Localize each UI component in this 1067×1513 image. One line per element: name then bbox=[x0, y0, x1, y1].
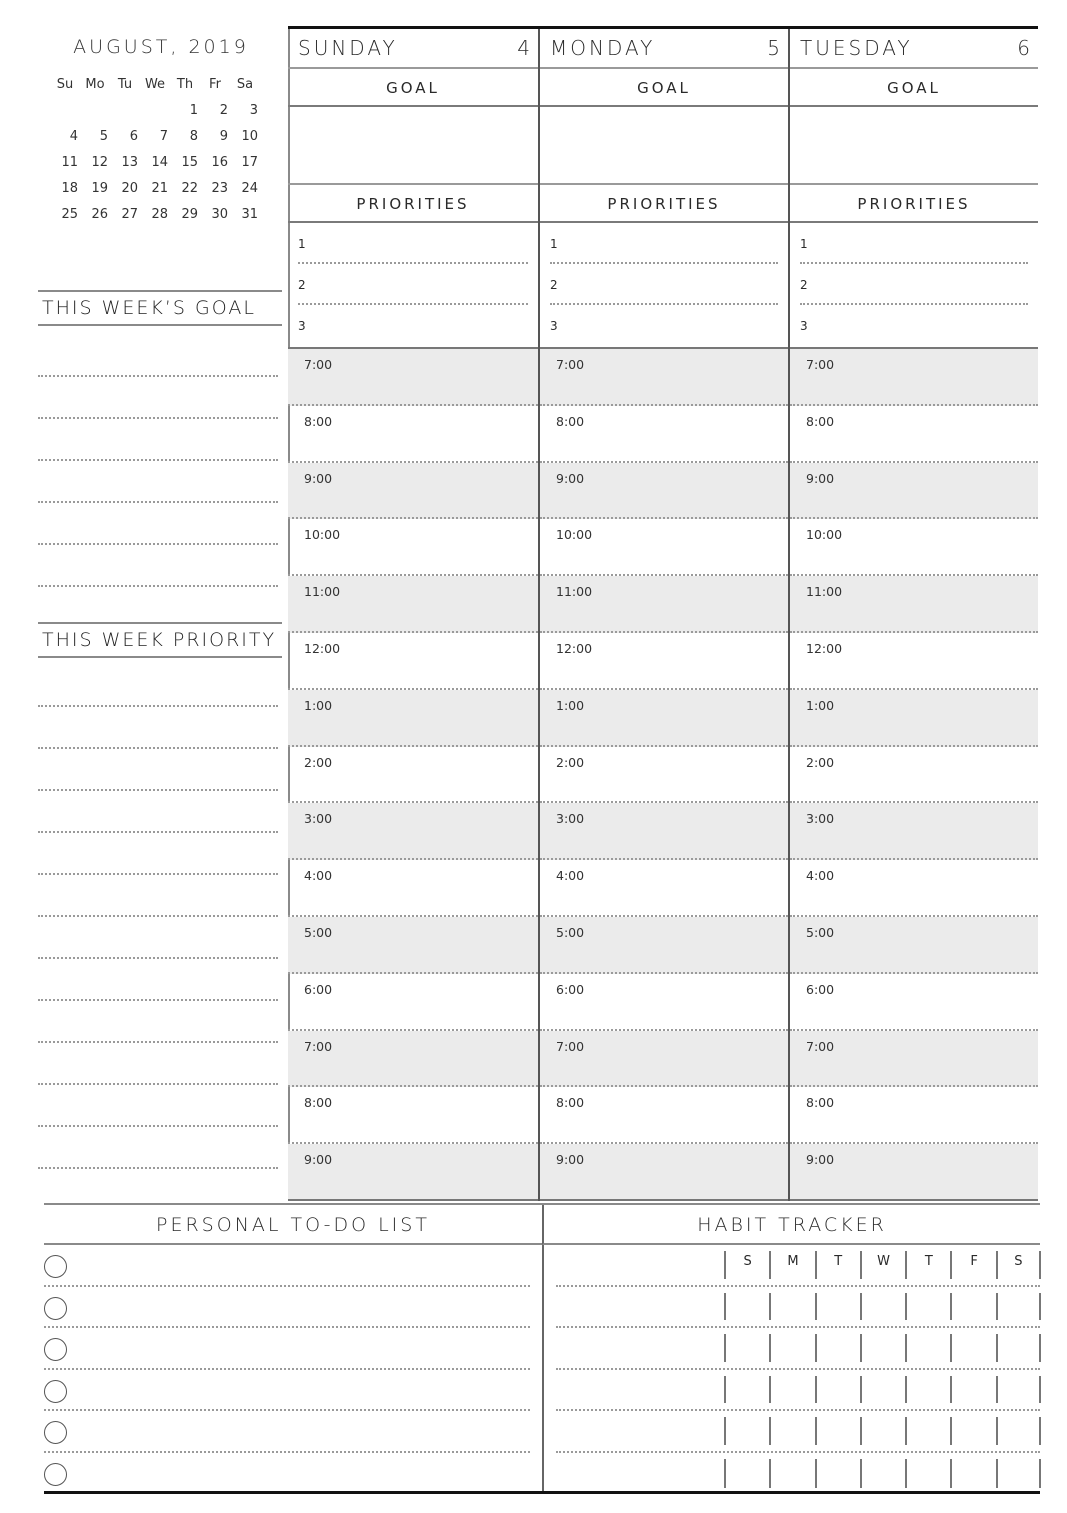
calendar-day[interactable]: 24 bbox=[241, 181, 258, 196]
goal-line[interactable] bbox=[38, 377, 278, 419]
time-slot[interactable] bbox=[540, 803, 788, 860]
todo-list bbox=[44, 1245, 542, 1494]
bottom-section bbox=[44, 1203, 1040, 1494]
mini-calendar bbox=[50, 36, 272, 224]
time-slot[interactable] bbox=[288, 633, 538, 690]
time-label: 5:00 bbox=[556, 924, 585, 940]
habit-check-cell[interactable] bbox=[996, 1417, 1041, 1445]
time-slot[interactable] bbox=[540, 974, 788, 1031]
habit-check-cell[interactable] bbox=[815, 1459, 860, 1489]
priority-line[interactable] bbox=[38, 791, 278, 833]
time-slot[interactable] bbox=[288, 860, 538, 917]
priority-number: 3 bbox=[298, 319, 306, 333]
calendar-weekday: We bbox=[144, 77, 166, 92]
calendar-day[interactable]: 2 bbox=[219, 103, 228, 118]
time-label: 2:00 bbox=[556, 754, 585, 770]
time-slot[interactable] bbox=[288, 690, 538, 747]
calendar-day[interactable]: 9 bbox=[219, 129, 228, 144]
habit-check-cell[interactable] bbox=[860, 1417, 905, 1445]
habit-check-cell[interactable] bbox=[905, 1376, 950, 1404]
time-slot[interactable] bbox=[790, 747, 1038, 804]
habit-check-cell[interactable] bbox=[905, 1334, 950, 1362]
calendar-day[interactable]: 22 bbox=[181, 181, 198, 196]
time-slot[interactable] bbox=[288, 1031, 538, 1088]
checkbox-circle-icon[interactable] bbox=[44, 1255, 67, 1278]
day-timeline bbox=[288, 347, 538, 1201]
time-label: 4:00 bbox=[304, 868, 333, 884]
time-slot[interactable] bbox=[288, 1087, 538, 1144]
time-label: 8:00 bbox=[806, 1095, 835, 1111]
priority-line[interactable] bbox=[38, 1127, 278, 1169]
habit-header-row bbox=[556, 1245, 1040, 1287]
calendar-day[interactable] bbox=[50, 102, 80, 120]
time-label: 2:00 bbox=[806, 754, 835, 770]
calendar-month-title: AUGUST, 2019 bbox=[73, 36, 249, 58]
priority-line[interactable] bbox=[38, 1001, 278, 1043]
time-slot[interactable] bbox=[288, 1144, 538, 1201]
time-label: 10:00 bbox=[806, 527, 843, 543]
time-label: 3:00 bbox=[806, 811, 835, 827]
time-label: 1:00 bbox=[304, 697, 333, 713]
time-slot[interactable] bbox=[540, 519, 788, 576]
day-name: TUESDAY bbox=[800, 36, 913, 60]
time-label: 4:00 bbox=[806, 868, 835, 884]
calendar-day[interactable]: 3 bbox=[249, 103, 258, 118]
habit-name-field bbox=[556, 1245, 724, 1285]
priorities-label: PRIORITIES bbox=[288, 185, 538, 223]
calendar-day[interactable]: 1 bbox=[189, 103, 198, 118]
checkbox-circle-icon[interactable] bbox=[44, 1380, 67, 1403]
day-timeline bbox=[790, 347, 1038, 1201]
priority-item[interactable] bbox=[298, 305, 528, 346]
day-header bbox=[288, 29, 538, 69]
goal-line[interactable] bbox=[38, 545, 278, 587]
calendar-day[interactable]: 28 bbox=[151, 207, 168, 222]
habit-check-cell[interactable] bbox=[860, 1376, 905, 1404]
habit-check-cell[interactable] bbox=[724, 1334, 769, 1362]
goal-label: GOAL bbox=[540, 69, 788, 107]
time-slot[interactable] bbox=[790, 1031, 1038, 1088]
habit-check-cell[interactable] bbox=[769, 1417, 814, 1445]
this-week-priority-heading: THIS WEEK PRIORITY bbox=[38, 622, 282, 658]
todo-item[interactable] bbox=[44, 1370, 530, 1412]
habit-check-cell[interactable] bbox=[996, 1459, 1041, 1489]
calendar-day[interactable] bbox=[110, 102, 140, 120]
time-label: 9:00 bbox=[304, 470, 333, 486]
day-column-tuesday bbox=[788, 29, 1038, 1201]
time-label: 4:00 bbox=[556, 868, 585, 884]
habit-check-cell[interactable] bbox=[724, 1376, 769, 1404]
weekly-goal-lines bbox=[38, 335, 278, 587]
priority-number: 3 bbox=[550, 319, 558, 333]
habit-check-cell[interactable] bbox=[724, 1417, 769, 1445]
priority-line[interactable] bbox=[38, 833, 278, 875]
time-label: 1:00 bbox=[806, 697, 835, 713]
goal-label: GOAL bbox=[790, 69, 1038, 107]
goal-label: GOAL bbox=[288, 69, 538, 107]
time-label: 11:00 bbox=[556, 584, 593, 600]
habit-check-cell[interactable] bbox=[769, 1459, 814, 1489]
priority-line[interactable] bbox=[38, 665, 278, 707]
habit-row bbox=[556, 1453, 1040, 1495]
time-label: 3:00 bbox=[556, 811, 585, 827]
time-slot[interactable] bbox=[790, 860, 1038, 917]
time-label: 6:00 bbox=[556, 981, 585, 997]
calendar-day[interactable]: 8 bbox=[189, 129, 198, 144]
habit-row bbox=[556, 1287, 1040, 1329]
week-grid bbox=[288, 26, 1038, 1201]
todo-item[interactable] bbox=[44, 1245, 530, 1287]
time-label: 7:00 bbox=[304, 1038, 333, 1054]
priority-line[interactable] bbox=[38, 917, 278, 959]
habit-check-cell[interactable] bbox=[860, 1459, 905, 1489]
habit-day-label: M bbox=[769, 1251, 814, 1279]
priority-item[interactable] bbox=[800, 264, 1028, 305]
priority-line[interactable] bbox=[38, 707, 278, 749]
habit-check-cell[interactable] bbox=[815, 1417, 860, 1445]
priority-number: 1 bbox=[550, 237, 558, 251]
calendar-day[interactable]: 10 bbox=[241, 129, 258, 144]
habit-day-label: T bbox=[815, 1251, 860, 1279]
priorities-label: PRIORITIES bbox=[790, 185, 1038, 223]
habit-check-cell[interactable] bbox=[815, 1334, 860, 1362]
time-slot[interactable] bbox=[790, 519, 1038, 576]
calendar-day[interactable]: 19 bbox=[91, 181, 108, 196]
day-date: 5 bbox=[767, 36, 780, 60]
priorities-label: PRIORITIES bbox=[540, 185, 788, 223]
time-slot[interactable] bbox=[540, 349, 788, 406]
goal-line[interactable] bbox=[38, 461, 278, 503]
calendar-day[interactable]: 31 bbox=[241, 207, 258, 222]
calendar-day[interactable]: 7 bbox=[159, 129, 168, 144]
calendar-day[interactable]: 6 bbox=[129, 129, 138, 144]
time-slot[interactable] bbox=[790, 633, 1038, 690]
checkbox-circle-icon[interactable] bbox=[44, 1297, 67, 1320]
todo-item[interactable] bbox=[44, 1453, 530, 1495]
priority-item[interactable] bbox=[800, 223, 1028, 264]
habit-check-cell[interactable] bbox=[996, 1293, 1041, 1321]
time-label: 8:00 bbox=[556, 413, 585, 429]
day-goal-field[interactable] bbox=[790, 107, 1038, 185]
time-slot[interactable] bbox=[790, 803, 1038, 860]
habit-title: HABIT TRACKER bbox=[542, 1205, 1040, 1245]
calendar-day[interactable]: 17 bbox=[241, 155, 258, 170]
calendar-weekday: Tu bbox=[117, 77, 133, 92]
checkbox-circle-icon[interactable] bbox=[44, 1421, 67, 1444]
time-slot[interactable] bbox=[288, 519, 538, 576]
this-weeks-goal-heading: THIS WEEK’S GOAL bbox=[38, 290, 282, 326]
time-slot[interactable] bbox=[288, 406, 538, 463]
time-slot[interactable] bbox=[540, 860, 788, 917]
todo-item[interactable] bbox=[44, 1328, 530, 1370]
goal-line[interactable] bbox=[38, 335, 278, 377]
time-slot[interactable] bbox=[540, 576, 788, 633]
habit-check-cell[interactable] bbox=[996, 1334, 1041, 1362]
day-timeline bbox=[540, 347, 788, 1201]
priority-number: 1 bbox=[298, 237, 306, 251]
priority-item[interactable] bbox=[550, 223, 778, 264]
day-header bbox=[540, 29, 788, 69]
time-slot[interactable] bbox=[790, 349, 1038, 406]
priority-item[interactable] bbox=[298, 223, 528, 264]
calendar-grid bbox=[50, 76, 272, 224]
habit-check-cell[interactable] bbox=[950, 1459, 995, 1489]
calendar-day[interactable]: 27 bbox=[121, 207, 138, 222]
day-column-monday bbox=[538, 29, 788, 1201]
habit-check-cell[interactable] bbox=[724, 1459, 769, 1489]
goal-line[interactable] bbox=[38, 503, 278, 545]
day-goal-field[interactable] bbox=[540, 107, 788, 185]
habit-check-cell[interactable] bbox=[769, 1334, 814, 1362]
habit-row bbox=[556, 1411, 1040, 1453]
habit-name-field[interactable] bbox=[556, 1453, 724, 1495]
time-label: 5:00 bbox=[304, 924, 333, 940]
habit-check-cell[interactable] bbox=[724, 1293, 769, 1321]
habit-grid bbox=[542, 1245, 1040, 1494]
calendar-day[interactable]: 14 bbox=[151, 155, 168, 170]
calendar-day[interactable]: 5 bbox=[99, 129, 108, 144]
priority-number: 2 bbox=[550, 278, 558, 292]
time-slot[interactable] bbox=[790, 974, 1038, 1031]
time-slot[interactable] bbox=[540, 463, 788, 520]
priority-number: 3 bbox=[800, 319, 808, 333]
time-slot[interactable] bbox=[288, 463, 538, 520]
time-slot[interactable] bbox=[790, 1087, 1038, 1144]
time-slot[interactable] bbox=[790, 917, 1038, 974]
day-date: 6 bbox=[1017, 36, 1030, 60]
time-label: 9:00 bbox=[806, 1152, 835, 1168]
todo-item[interactable] bbox=[44, 1411, 530, 1453]
day-priorities bbox=[790, 223, 1038, 347]
time-label: 8:00 bbox=[304, 1095, 333, 1111]
habit-day-label: S bbox=[996, 1251, 1041, 1279]
calendar-weekday: Mo bbox=[85, 77, 105, 92]
priority-item[interactable] bbox=[550, 305, 778, 346]
habit-check-cell[interactable] bbox=[860, 1334, 905, 1362]
calendar-day[interactable]: 12 bbox=[91, 155, 108, 170]
time-label: 11:00 bbox=[304, 584, 341, 600]
time-label: 2:00 bbox=[304, 754, 333, 770]
time-label: 8:00 bbox=[304, 413, 333, 429]
goal-line[interactable] bbox=[38, 419, 278, 461]
time-label: 6:00 bbox=[806, 981, 835, 997]
calendar-day[interactable]: 29 bbox=[181, 207, 198, 222]
habit-check-cell[interactable] bbox=[815, 1376, 860, 1404]
habit-check-cell[interactable] bbox=[905, 1459, 950, 1489]
priority-number: 1 bbox=[800, 237, 808, 251]
time-label: 8:00 bbox=[556, 1095, 585, 1111]
time-label: 12:00 bbox=[556, 640, 593, 656]
time-label: 9:00 bbox=[304, 1152, 333, 1168]
time-label: 7:00 bbox=[806, 1038, 835, 1054]
day-name: SUNDAY bbox=[298, 36, 398, 60]
day-goal-field[interactable] bbox=[288, 107, 538, 185]
priority-item[interactable] bbox=[800, 305, 1028, 346]
time-slot[interactable] bbox=[790, 406, 1038, 463]
day-priorities bbox=[288, 223, 538, 347]
habit-day-label: W bbox=[860, 1251, 905, 1279]
habit-check-cell[interactable] bbox=[950, 1334, 995, 1362]
time-slot[interactable] bbox=[288, 576, 538, 633]
calendar-day[interactable]: 13 bbox=[121, 155, 138, 170]
habit-day-label: S bbox=[724, 1251, 769, 1279]
time-label: 6:00 bbox=[304, 981, 333, 997]
time-label: 9:00 bbox=[556, 470, 585, 486]
time-slot[interactable] bbox=[790, 576, 1038, 633]
time-slot[interactable] bbox=[540, 1144, 788, 1201]
habit-check-cell[interactable] bbox=[996, 1376, 1041, 1404]
calendar-day[interactable]: 4 bbox=[69, 129, 78, 144]
priority-number: 2 bbox=[800, 278, 808, 292]
calendar-weekday: Fr bbox=[209, 77, 221, 92]
time-slot[interactable] bbox=[540, 917, 788, 974]
calendar-day[interactable]: 11 bbox=[61, 155, 78, 170]
time-label: 10:00 bbox=[556, 527, 593, 543]
time-label: 8:00 bbox=[806, 413, 835, 429]
calendar-day[interactable] bbox=[140, 102, 170, 120]
calendar-weekday: Th bbox=[176, 77, 194, 92]
day-column-sunday bbox=[288, 29, 538, 1201]
time-slot[interactable] bbox=[790, 1144, 1038, 1201]
habit-day-label: F bbox=[950, 1251, 995, 1279]
habit-row bbox=[556, 1328, 1040, 1370]
habit-check-cell[interactable] bbox=[905, 1293, 950, 1321]
checkbox-circle-icon[interactable] bbox=[44, 1463, 67, 1486]
time-slot[interactable] bbox=[288, 747, 538, 804]
priority-item[interactable] bbox=[550, 264, 778, 305]
habit-day-label: T bbox=[905, 1251, 950, 1279]
time-slot[interactable] bbox=[288, 917, 538, 974]
priority-line[interactable] bbox=[38, 1043, 278, 1085]
habit-name-field[interactable] bbox=[556, 1328, 724, 1368]
time-label: 7:00 bbox=[556, 357, 585, 372]
time-slot[interactable] bbox=[540, 406, 788, 463]
time-slot[interactable] bbox=[540, 633, 788, 690]
priority-line[interactable] bbox=[38, 749, 278, 791]
todo-title: PERSONAL TO-DO LIST bbox=[44, 1205, 542, 1245]
time-slot[interactable] bbox=[288, 349, 538, 406]
calendar-day[interactable]: 25 bbox=[61, 207, 78, 222]
time-label: 3:00 bbox=[304, 811, 333, 827]
todo-item[interactable] bbox=[44, 1287, 530, 1329]
calendar-day[interactable] bbox=[80, 102, 110, 120]
day-name: MONDAY bbox=[550, 36, 656, 60]
calendar-weekday: Su bbox=[56, 77, 74, 92]
calendar-weekday: Sa bbox=[236, 77, 254, 92]
time-label: 9:00 bbox=[556, 1152, 585, 1168]
habit-check-cell[interactable] bbox=[950, 1293, 995, 1321]
time-slot[interactable] bbox=[540, 690, 788, 747]
checkbox-circle-icon[interactable] bbox=[44, 1338, 67, 1361]
time-slot[interactable] bbox=[540, 1087, 788, 1144]
time-label: 1:00 bbox=[556, 697, 585, 713]
priority-line[interactable] bbox=[38, 875, 278, 917]
time-slot[interactable] bbox=[790, 690, 1038, 747]
time-slot[interactable] bbox=[288, 803, 538, 860]
calendar-day[interactable]: 21 bbox=[151, 181, 168, 196]
habit-name-field[interactable] bbox=[556, 1370, 724, 1410]
habit-row bbox=[556, 1370, 1040, 1412]
time-label: 10:00 bbox=[304, 527, 341, 543]
habit-name-field[interactable] bbox=[556, 1411, 724, 1451]
habit-check-cell[interactable] bbox=[769, 1293, 814, 1321]
priority-line[interactable] bbox=[38, 959, 278, 1001]
calendar-day[interactable]: 30 bbox=[211, 207, 228, 222]
weekly-priority-lines bbox=[38, 665, 278, 1169]
calendar-day[interactable]: 26 bbox=[91, 207, 108, 222]
day-date: 4 bbox=[517, 36, 530, 60]
time-label: 12:00 bbox=[304, 640, 341, 656]
habit-section bbox=[542, 1205, 1040, 1494]
time-label: 7:00 bbox=[556, 1038, 585, 1054]
time-slot[interactable] bbox=[790, 463, 1038, 520]
habit-name-field[interactable] bbox=[556, 1287, 724, 1327]
todo-section bbox=[44, 1205, 542, 1494]
time-slot[interactable] bbox=[288, 974, 538, 1031]
time-slot[interactable] bbox=[540, 747, 788, 804]
habit-check-cell[interactable] bbox=[815, 1293, 860, 1321]
habit-check-cell[interactable] bbox=[905, 1417, 950, 1445]
calendar-day[interactable]: 16 bbox=[211, 155, 228, 170]
time-label: 9:00 bbox=[806, 470, 835, 486]
habit-check-cell[interactable] bbox=[769, 1376, 814, 1404]
priority-item[interactable] bbox=[298, 264, 528, 305]
calendar-day[interactable]: 15 bbox=[181, 155, 198, 170]
time-label: 7:00 bbox=[806, 357, 835, 372]
time-label: 11:00 bbox=[806, 584, 843, 600]
calendar-day[interactable]: 23 bbox=[211, 181, 228, 196]
time-label: 12:00 bbox=[806, 640, 843, 656]
habit-check-cell[interactable] bbox=[860, 1293, 905, 1321]
priority-line[interactable] bbox=[38, 1085, 278, 1127]
calendar-day[interactable]: 18 bbox=[61, 181, 78, 196]
bottom-rule bbox=[44, 1491, 1040, 1494]
priority-number: 2 bbox=[298, 278, 306, 292]
time-label: 5:00 bbox=[806, 924, 835, 940]
habit-check-cell[interactable] bbox=[950, 1417, 995, 1445]
time-label: 7:00 bbox=[304, 357, 333, 372]
time-slot[interactable] bbox=[540, 1031, 788, 1088]
day-priorities bbox=[540, 223, 788, 347]
calendar-day[interactable]: 20 bbox=[121, 181, 138, 196]
day-header bbox=[790, 29, 1038, 69]
habit-check-cell[interactable] bbox=[950, 1376, 995, 1404]
